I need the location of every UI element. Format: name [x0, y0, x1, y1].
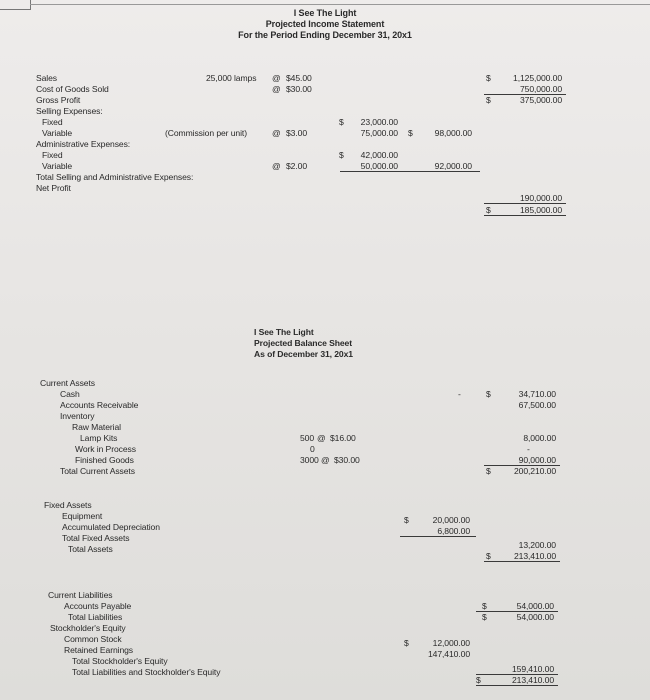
- total-liabilities-amount: 54,000.00: [516, 612, 554, 622]
- selling-fixed-label: Fixed: [42, 117, 63, 127]
- total-liab-equity-amount: 213,410.00: [511, 675, 554, 685]
- currency-sign: $: [408, 128, 413, 138]
- admin-variable-label: Variable: [42, 161, 73, 171]
- total-current-assets-label: Total Current Assets: [60, 466, 135, 476]
- assets-underline: [484, 561, 560, 562]
- common-stock-label: Common Stock: [64, 634, 122, 644]
- currency-sign: $: [482, 612, 487, 622]
- at-sign: @: [272, 73, 281, 83]
- balance-subtitle: Projected Balance Sheet: [254, 338, 353, 348]
- income-period: For the Period Ending December 31, 20x1: [238, 30, 412, 40]
- currency-sign: $: [486, 73, 491, 83]
- kits-amount: 8,000.00: [523, 433, 556, 443]
- fg-quantity: 3000: [300, 455, 319, 465]
- equity-label: Stockholder's Equity: [50, 623, 126, 633]
- equipment-label: Equipment: [62, 511, 103, 521]
- common-stock-amount: 12,000.00: [432, 638, 470, 648]
- cogs-label: Cost of Goods Sold: [36, 84, 109, 94]
- sales-amount: 1,125,000.00: [513, 73, 562, 83]
- currency-sign: $: [339, 150, 344, 160]
- selling-total-amount: 98,000.00: [434, 128, 472, 138]
- at-sign: @: [272, 84, 281, 94]
- selling-variable-label: Variable: [42, 128, 73, 138]
- admin-expenses-label: Administrative Expenses:: [36, 139, 131, 149]
- net-profit-amount: 185,000.00: [519, 205, 562, 215]
- total-liab-equity-label: Total Liabilities and Stockholder's Equity: [72, 667, 221, 677]
- current-liabilities-label: Current Liabilities: [48, 590, 113, 600]
- selling-expenses-label: Selling Expenses:: [36, 106, 103, 116]
- subtotal-underline: [340, 171, 480, 172]
- balance-title: I See The Light: [254, 327, 314, 337]
- total-liabilities-label: Total Liabilities: [68, 612, 123, 622]
- currency-sign: $: [482, 601, 487, 611]
- lamps-quantity: 25,000 lamps: [206, 73, 257, 83]
- income-title: I See The Light: [293, 8, 357, 18]
- accum-dep-label: Accumulated Depreciation: [62, 522, 160, 532]
- total-equity-amount: 159,410.00: [511, 664, 554, 674]
- gross-profit-amount: 375,000.00: [519, 95, 562, 105]
- total-current-assets-amount: 200,210.00: [513, 466, 556, 476]
- total-assets-amount: 213,410.00: [513, 551, 556, 561]
- selling-variable-amount: 75,000.00: [360, 128, 398, 138]
- fixed-underline: [400, 536, 476, 537]
- sales-price: $45.00: [286, 73, 312, 83]
- currency-sign: $: [486, 205, 491, 215]
- admin-variable-amount: 50,000.00: [360, 161, 398, 171]
- inventory-label: Inventory: [60, 411, 95, 421]
- at-sign: @: [272, 128, 281, 138]
- ar-amount: 67,500.00: [518, 400, 556, 410]
- at-sign: @: [272, 161, 281, 171]
- final-underline: [476, 685, 558, 686]
- commission-label: (Commission per unit): [165, 128, 247, 138]
- total-assets-label: Total Assets: [68, 544, 113, 554]
- currency-sign: $: [486, 466, 491, 476]
- admin-fixed-label: Fixed: [42, 150, 63, 160]
- balance-date: As of December 31, 20x1: [254, 349, 353, 359]
- sheet-corner-line: [0, 9, 30, 10]
- equipment-amount: 20,000.00: [432, 515, 470, 525]
- kits-price: $16.00: [330, 433, 356, 443]
- total-equity-label: Total Stockholder's Equity: [72, 656, 168, 666]
- commission-rate: $3.00: [286, 128, 308, 138]
- dot-mark: -: [458, 389, 461, 399]
- gross-underline: [484, 94, 566, 95]
- currency-sign: $: [486, 389, 491, 399]
- at-sign: @: [321, 455, 330, 465]
- retained-earnings-amount: 147,410.00: [427, 649, 470, 659]
- fg-price: $30.00: [334, 455, 360, 465]
- cash-amount: 34,710.00: [518, 389, 556, 399]
- current-assets-label: Current Assets: [40, 378, 95, 388]
- retained-earnings-label: Retained Earnings: [64, 645, 134, 655]
- cogs-amount: 750,000.00: [519, 84, 562, 94]
- sheet-corner-line: [30, 0, 31, 10]
- sales-label: Sales: [36, 73, 57, 83]
- currency-sign: $: [476, 675, 481, 685]
- currency-sign: $: [404, 515, 409, 525]
- selling-fixed-amount: 23,000.00: [360, 117, 398, 127]
- income-subtitle: Projected Income Statement: [265, 19, 385, 29]
- currency-sign: $: [404, 638, 409, 648]
- kits-quantity: 500: [300, 433, 315, 443]
- ap-amount: 54,000.00: [516, 601, 554, 611]
- admin-fixed-amount: 42,000.00: [360, 150, 398, 160]
- lamp-kits-label: Lamp Kits: [80, 433, 118, 443]
- gross-profit-label: Gross Profit: [36, 95, 81, 105]
- ar-label: Accounts Receivable: [60, 400, 139, 410]
- admin-rate: $2.00: [286, 161, 308, 171]
- total-sga-amount: 190,000.00: [519, 193, 562, 203]
- accum-dep-amount: 6,800.00: [437, 526, 470, 536]
- currency-sign: $: [339, 117, 344, 127]
- fg-amount: 90,000.00: [518, 455, 556, 465]
- currency-sign: $: [486, 551, 491, 561]
- ap-label: Accounts Payable: [64, 601, 132, 611]
- raw-material-label: Raw Material: [72, 422, 121, 432]
- at-sign: @: [317, 433, 326, 443]
- finished-goods-label: Finished Goods: [75, 455, 134, 465]
- admin-total-amount: 92,000.00: [434, 161, 472, 171]
- currency-sign: $: [486, 95, 491, 105]
- unit-cost: $30.00: [286, 84, 312, 94]
- wip-quantity: 0: [310, 444, 315, 454]
- sheet-top-rule: [30, 4, 650, 5]
- cash-label: Cash: [60, 389, 80, 399]
- net-profit-label: Net Profit: [36, 183, 71, 193]
- fixed-assets-label: Fixed Assets: [44, 500, 92, 510]
- net-underline: [484, 215, 566, 216]
- total-fixed-assets-label: Total Fixed Assets: [62, 533, 130, 543]
- sga-underline: [484, 203, 566, 204]
- total-fixed-assets-amount: 13,200.00: [518, 540, 556, 550]
- wip-label: Work in Process: [75, 444, 136, 454]
- wip-amount: -: [527, 444, 530, 454]
- total-sga-label: Total Selling and Administrative Expenses:: [36, 172, 194, 182]
